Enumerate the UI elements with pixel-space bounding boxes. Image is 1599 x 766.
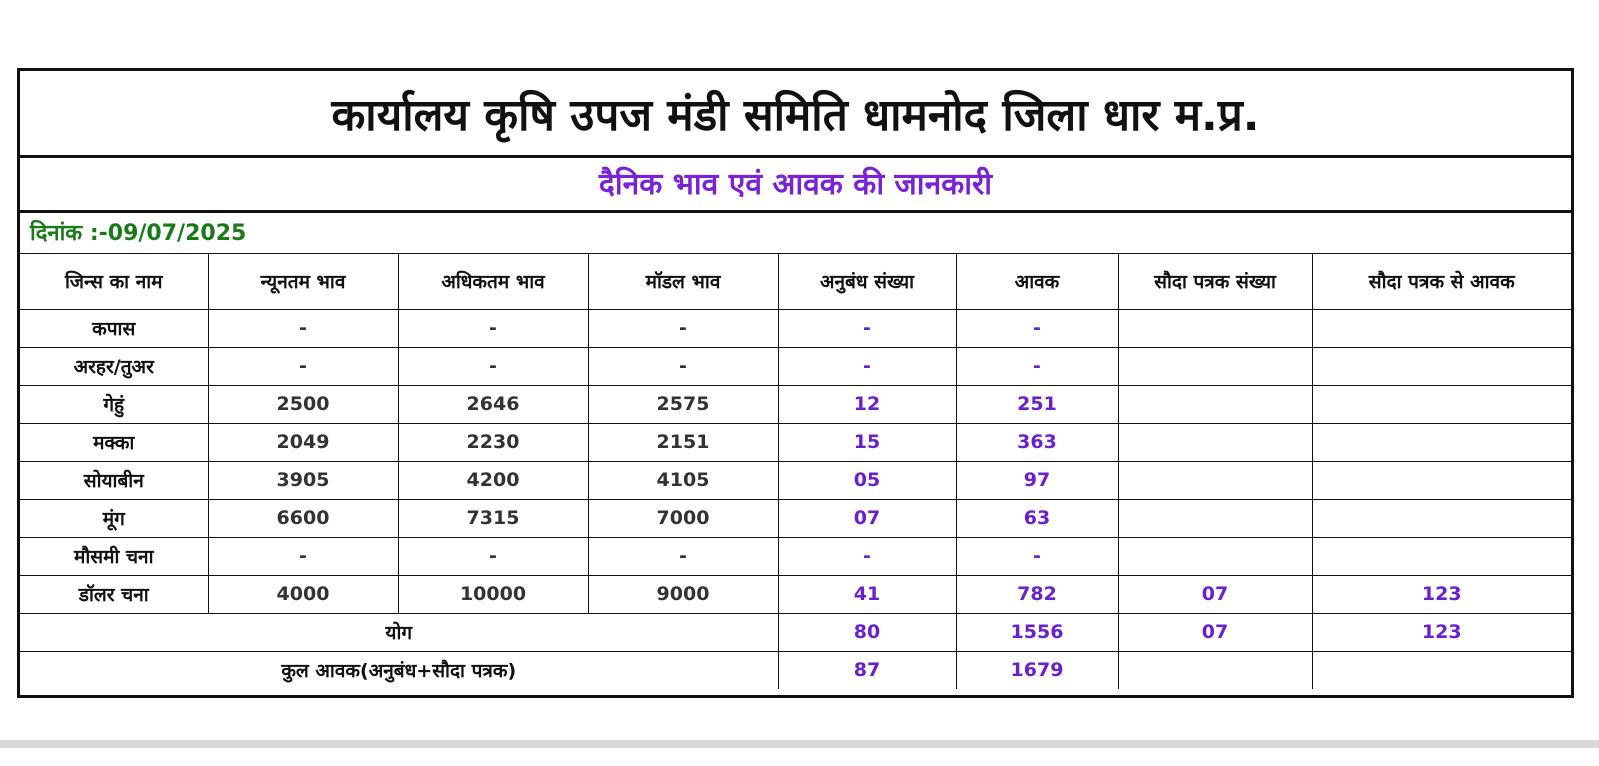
report-subtitle: दैनिक भाव एवं आवक की जानकारी bbox=[20, 155, 1571, 213]
column-header: अधिकतम भाव bbox=[398, 254, 588, 309]
price-sheet bbox=[17, 68, 1574, 698]
table-row bbox=[20, 575, 1571, 613]
arrival: 97 bbox=[956, 461, 1118, 499]
max-price: 2230 bbox=[398, 423, 588, 461]
contract-count: 15 bbox=[778, 423, 956, 461]
model-price: - bbox=[588, 537, 778, 575]
office-title: कार्यालय कृषि उपज मंडी समिति धामनोद जिला धार म.प्र. bbox=[20, 71, 1571, 158]
model-price: 9000 bbox=[588, 575, 778, 613]
grand-total-arrival: 1679 bbox=[956, 651, 1118, 689]
max-price: 7315 bbox=[398, 499, 588, 537]
deal-count bbox=[1118, 461, 1312, 499]
grand-total-deal-arrival bbox=[1312, 651, 1571, 689]
deal-count bbox=[1118, 385, 1312, 423]
arrival: - bbox=[956, 347, 1118, 385]
min-price: 6600 bbox=[208, 499, 398, 537]
model-price: 2151 bbox=[588, 423, 778, 461]
total-contracts: 80 bbox=[778, 613, 956, 651]
column-header: आवक bbox=[956, 254, 1118, 309]
deal-count bbox=[1118, 423, 1312, 461]
deal-count bbox=[1118, 309, 1312, 347]
min-price: 4000 bbox=[208, 575, 398, 613]
model-price: 7000 bbox=[588, 499, 778, 537]
report-date: दिनांक :-09/07/2025 bbox=[20, 210, 1571, 254]
deal-count bbox=[1118, 347, 1312, 385]
price-table bbox=[20, 254, 1571, 689]
contract-count: - bbox=[778, 347, 956, 385]
commodity-name: सोयाबीन bbox=[20, 461, 208, 499]
contract-count: - bbox=[778, 537, 956, 575]
grand-total-contracts: 87 bbox=[778, 651, 956, 689]
grand-total-row bbox=[20, 651, 1571, 689]
table-row bbox=[20, 347, 1571, 385]
table-row bbox=[20, 499, 1571, 537]
arrival: 782 bbox=[956, 575, 1118, 613]
table-row bbox=[20, 385, 1571, 423]
deal-arrival bbox=[1312, 537, 1571, 575]
deal-count bbox=[1118, 537, 1312, 575]
arrival: 63 bbox=[956, 499, 1118, 537]
arrival: - bbox=[956, 309, 1118, 347]
table-row bbox=[20, 461, 1571, 499]
deal-arrival bbox=[1312, 499, 1571, 537]
min-price: - bbox=[208, 537, 398, 575]
grand-total-label: कुल आवक(अनुबंध+सौदा पत्रक) bbox=[20, 651, 778, 689]
deal-arrival bbox=[1312, 347, 1571, 385]
min-price: 2500 bbox=[208, 385, 398, 423]
deal-arrival bbox=[1312, 461, 1571, 499]
column-header: मॉडल भाव bbox=[588, 254, 778, 309]
min-price: - bbox=[208, 309, 398, 347]
bottom-divider bbox=[0, 740, 1599, 748]
column-header: सौदा पत्रक संख्या bbox=[1118, 254, 1312, 309]
contract-count: - bbox=[778, 309, 956, 347]
column-header: अनुबंध संख्या bbox=[778, 254, 956, 309]
column-header: न्यूनतम भाव bbox=[208, 254, 398, 309]
commodity-name: डॉलर चना bbox=[20, 575, 208, 613]
arrival: 363 bbox=[956, 423, 1118, 461]
max-price: - bbox=[398, 537, 588, 575]
column-header: सौदा पत्रक से आवक bbox=[1312, 254, 1571, 309]
max-price: - bbox=[398, 347, 588, 385]
contract-count: 05 bbox=[778, 461, 956, 499]
total-label: योग bbox=[20, 613, 778, 651]
max-price: 2646 bbox=[398, 385, 588, 423]
model-price: - bbox=[588, 347, 778, 385]
deal-arrival: 123 bbox=[1312, 575, 1571, 613]
commodity-name: मूंग bbox=[20, 499, 208, 537]
total-deal-count: 07 bbox=[1118, 613, 1312, 651]
commodity-name: कपास bbox=[20, 309, 208, 347]
arrival: 251 bbox=[956, 385, 1118, 423]
total-row bbox=[20, 613, 1571, 651]
model-price: 2575 bbox=[588, 385, 778, 423]
deal-count bbox=[1118, 499, 1312, 537]
max-price: 10000 bbox=[398, 575, 588, 613]
deal-arrival bbox=[1312, 423, 1571, 461]
total-arrival: 1556 bbox=[956, 613, 1118, 651]
contract-count: 07 bbox=[778, 499, 956, 537]
max-price: 4200 bbox=[398, 461, 588, 499]
deal-arrival bbox=[1312, 385, 1571, 423]
commodity-name: मक्का bbox=[20, 423, 208, 461]
min-price: - bbox=[208, 347, 398, 385]
contract-count: 12 bbox=[778, 385, 956, 423]
model-price: 4105 bbox=[588, 461, 778, 499]
table-row bbox=[20, 309, 1571, 347]
total-deal-arrival: 123 bbox=[1312, 613, 1571, 651]
deal-count: 07 bbox=[1118, 575, 1312, 613]
min-price: 3905 bbox=[208, 461, 398, 499]
commodity-name: मौसमी चना bbox=[20, 537, 208, 575]
model-price: - bbox=[588, 309, 778, 347]
min-price: 2049 bbox=[208, 423, 398, 461]
deal-arrival bbox=[1312, 309, 1571, 347]
column-header: जिन्स का नाम bbox=[20, 254, 208, 309]
commodity-name: गेहुं bbox=[20, 385, 208, 423]
max-price: - bbox=[398, 309, 588, 347]
grand-total-deal-count bbox=[1118, 651, 1312, 689]
table-row bbox=[20, 537, 1571, 575]
table-row bbox=[20, 423, 1571, 461]
contract-count: 41 bbox=[778, 575, 956, 613]
arrival: - bbox=[956, 537, 1118, 575]
table-header-row bbox=[20, 254, 1571, 309]
commodity-name: अरहर/तुअर bbox=[20, 347, 208, 385]
